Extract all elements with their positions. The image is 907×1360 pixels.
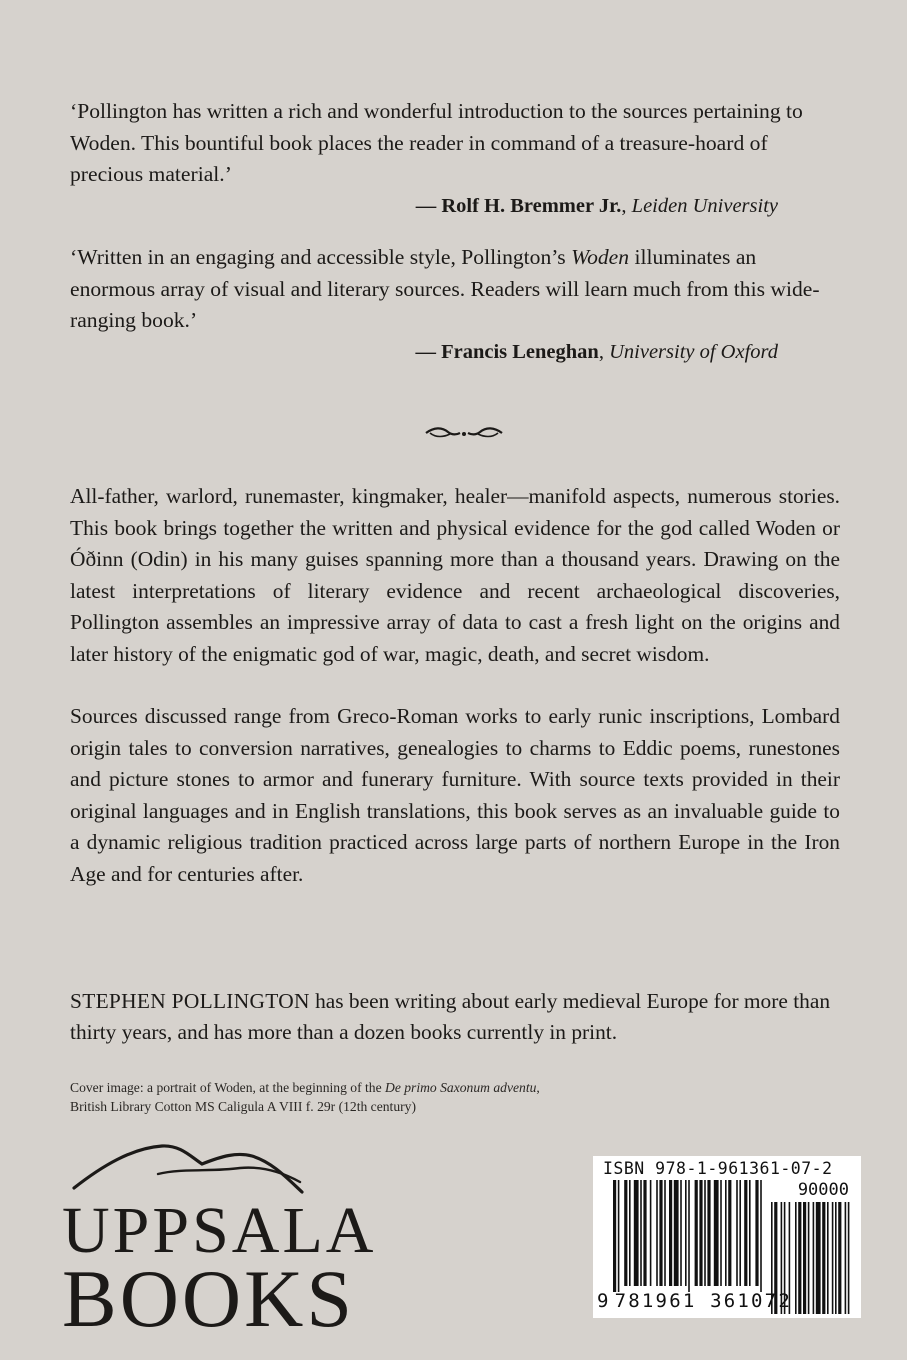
cover-credit-text: Cover image: a portrait of Woden, at the beginning of the bbox=[70, 1080, 385, 1095]
review-1 bbox=[70, 96, 840, 222]
review-2-text-end: illuminates an enormous array of visual and literary sources. Readers will learn much from this wide-ranging book.’ bbox=[70, 245, 820, 332]
publisher-name-line-1: UPPSALA bbox=[62, 1194, 377, 1267]
review-2 bbox=[70, 242, 840, 368]
review-2-name: — Francis Leneghan bbox=[415, 340, 599, 363]
publisher-logo bbox=[62, 1138, 382, 1344]
author-bio bbox=[70, 986, 840, 1048]
description bbox=[70, 481, 840, 890]
cover-credit-comma: , bbox=[536, 1080, 540, 1095]
cover-credit-title: De primo Saxonum adventu bbox=[385, 1080, 537, 1095]
ean-digits bbox=[597, 1290, 792, 1312]
isbn-barcode bbox=[593, 1156, 861, 1318]
review-2-affiliation: University of Oxford bbox=[609, 340, 778, 363]
author-name: STEPHEN POLLINGTON bbox=[70, 989, 310, 1013]
cover-credit-line-2: British Library Cotton MS Caligula A VIII f. 29r (12th century) bbox=[70, 1099, 416, 1114]
review-2-book-title: Woden bbox=[571, 245, 630, 269]
ean-first-digit: 9 bbox=[597, 1290, 611, 1312]
review-1-affiliation: Leiden University bbox=[631, 194, 778, 217]
review-2-text-start: ‘Written in an engaging and accessible style, Pollington’s bbox=[70, 245, 572, 269]
author-bio-text: has been writing about early medieval Europe for more than thirty years, and has more than a dozen books currently in print. bbox=[70, 989, 831, 1044]
description-paragraph-1: All-father, warlord, runemaster, kingmaker, healer—manifold aspects, numerous stories. This book brings together the written and physical evidence for the god called Woden or Óðinn (Odin) in his many guises spanning more than a thousand years. Drawing on the latest interpretations of literary evidence and recent archaeological discoveries, Pollington assembles an impressive array of data to cast a fresh light on the origins and later history of the enigmatic god of war, magic, death, and secret wisdom. bbox=[70, 484, 840, 666]
review-1-name: — Rolf H. Bremmer Jr. bbox=[415, 194, 622, 217]
review-2-text bbox=[70, 242, 840, 337]
ornament-divider bbox=[424, 426, 504, 440]
isbn-number: ISBN 978-1-961361-07-2 bbox=[603, 1159, 833, 1178]
description-paragraph-2: Sources discussed range from Greco-Roman works to early runic inscriptions, Lombard origin tales to conversion narratives, genealogies to charms to Eddic poems, runestones and picture stones to armor and funerary furniture. With source texts provided in their original languages and in English translations, this book serves as an invaluable guide to a dynamic religious tradition practiced across large parts of northern Europe in the Iron Age and for centuries after. bbox=[70, 704, 840, 886]
cover-credit bbox=[70, 1078, 840, 1116]
ean-right-group: 361072 bbox=[710, 1290, 792, 1312]
price-code: 90000 bbox=[797, 1180, 849, 1200]
mountains-icon bbox=[62, 1138, 362, 1200]
review-1-attribution: — Rolf H. Bremmer Jr., Leiden University bbox=[415, 194, 778, 217]
review-1-text: ‘Pollington has written a rich and wonderful introduction to the sources pertaining to Woden. This bountiful book places the reader in command of a treasure-hoard of precious material.’ bbox=[70, 99, 803, 186]
publisher-name-line-2: BOOKS bbox=[62, 1253, 355, 1344]
review-2-attribution: — Francis Leneghan, University of Oxford bbox=[415, 340, 778, 363]
cover-credit-line-1 bbox=[70, 1078, 840, 1097]
ean-left-group: 781961 bbox=[614, 1290, 697, 1312]
